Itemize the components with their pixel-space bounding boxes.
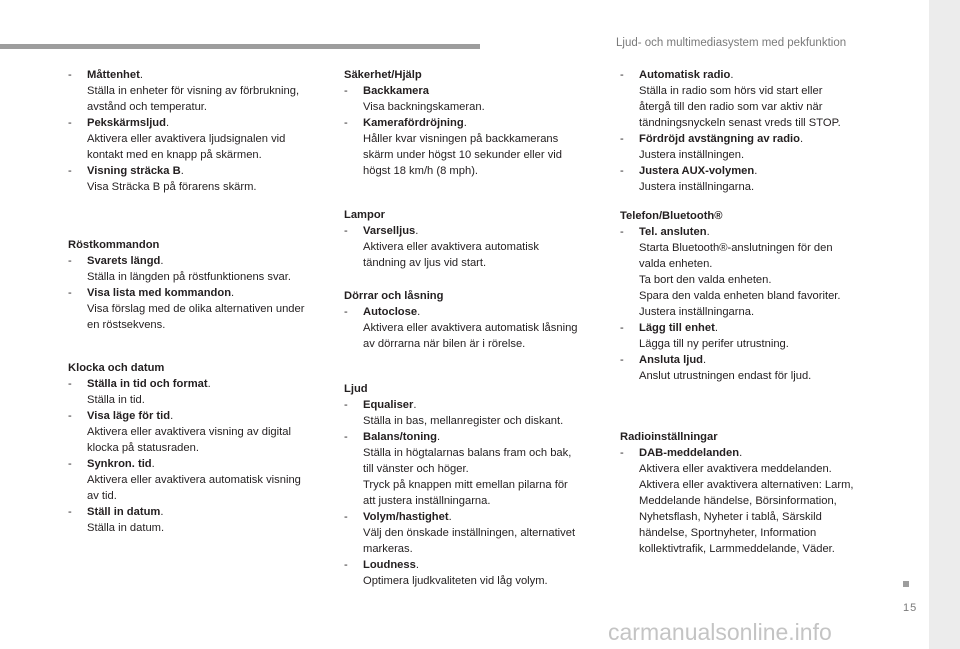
setting-description: Välj den önskade inställningen, alternativet markeras. bbox=[363, 527, 576, 555]
settings-section bbox=[68, 237, 338, 333]
setting-description: Aktivera eller avaktivera meddelanden. Aktivera eller avaktivera alternativen: Larm, Meddelande händelse, Börsinformation, Nyhetsflash, Nyheter i tablå, Särskild händelse, Sportnyheter, Information kollektivtrafik, Larmmeddelande, Väder. bbox=[639, 463, 854, 555]
setting-description: Ställa in enheter för visning av förbrukning, avstånd och temperatur. bbox=[87, 85, 300, 113]
setting-name: Svarets längd bbox=[87, 255, 161, 267]
list-bullet: - bbox=[344, 117, 348, 129]
settings-section bbox=[620, 208, 890, 384]
setting-description: Aktivera eller avaktivera visning av digital klocka på statusraden. bbox=[87, 426, 291, 454]
settings-section bbox=[620, 429, 890, 557]
page-number: 15 bbox=[903, 602, 918, 614]
setting-item: - Volym/hastighet. Välj den önskade inställningen, alternativet markeras. bbox=[344, 509, 614, 557]
list-bullet: - bbox=[68, 255, 72, 267]
list-bullet: - bbox=[620, 447, 624, 459]
setting-name: Visa läge för tid bbox=[87, 410, 171, 422]
settings-section bbox=[68, 360, 338, 536]
setting-item: - Varselljus. Aktivera eller avaktivera automatisk tändning av ljus vid start. bbox=[344, 223, 614, 271]
setting-description: Ställa in radio som hörs vid start eller återgå till den radio som var aktiv när tändningsnyckeln senast vreds till STOP. bbox=[639, 85, 841, 129]
section-title: Dörrar och låsning bbox=[344, 290, 444, 302]
setting-item: - Ställ in datum. Ställa in datum. bbox=[68, 504, 338, 536]
setting-item: - Visning sträcka B. Visa Sträcka B på förarens skärm. bbox=[68, 163, 338, 195]
setting-name: Equaliser bbox=[363, 399, 414, 411]
setting-description: Starta Bluetooth®-anslutningen för den valda enheten. Ta bort den valda enheten. Spara den valda enheten bland favoriter. Justera inställningarna. bbox=[639, 242, 841, 318]
list-bullet: - bbox=[68, 165, 72, 177]
setting-name: Volym/hastighet bbox=[363, 511, 449, 523]
setting-name: Lägg till enhet bbox=[639, 322, 715, 334]
setting-description: Lägga till ny perifer utrustning. bbox=[639, 338, 789, 350]
setting-name: Autoclose bbox=[363, 306, 418, 318]
setting-description: Justera inställningen. bbox=[639, 149, 745, 161]
setting-item: - Justera AUX-volymen. Justera inställningarna. bbox=[620, 163, 890, 195]
setting-name: Balans/toning bbox=[363, 431, 437, 443]
list-bullet: - bbox=[620, 322, 624, 334]
list-bullet: - bbox=[620, 226, 624, 238]
setting-item: - Loudness. Optimera ljudkvaliteten vid låg volym. bbox=[344, 557, 614, 589]
list-bullet: - bbox=[344, 559, 348, 571]
setting-item: - Visa lista med kommandon. Visa förslag med de olika alternativen under en röstsekvens. bbox=[68, 285, 338, 333]
setting-name: Justera AUX-volymen bbox=[639, 165, 755, 177]
setting-description: Anslut utrustningen endast för ljud. bbox=[639, 370, 812, 382]
setting-name: Ställ in datum bbox=[87, 506, 161, 518]
settings-section bbox=[344, 207, 614, 271]
list-bullet: - bbox=[344, 85, 348, 97]
list-bullet: - bbox=[620, 165, 624, 177]
setting-name: DAB-meddelanden bbox=[639, 447, 740, 459]
page-marker-square bbox=[903, 581, 909, 587]
setting-description: Ställa in tid. bbox=[87, 394, 145, 406]
setting-item bbox=[344, 83, 614, 115]
setting-name: Måttenhet bbox=[87, 69, 140, 81]
section-title: Lampor bbox=[344, 209, 386, 221]
list-bullet: - bbox=[68, 69, 72, 81]
list-bullet: - bbox=[68, 117, 72, 129]
list-bullet: - bbox=[344, 306, 348, 318]
setting-item: - Automatisk radio. Ställa in radio som hörs vid start eller återgå till den radio som var aktiv när tändningsnyckeln senast vreds till STOP. bbox=[620, 67, 890, 131]
settings-section bbox=[344, 67, 614, 179]
setting-item: - Equaliser. Ställa in bas, mellanregister och diskant. bbox=[344, 397, 614, 429]
setting-name: Synkron. tid bbox=[87, 458, 152, 470]
list-bullet: - bbox=[68, 506, 72, 518]
list-bullet: - bbox=[620, 69, 624, 81]
setting-description: Ställa in högtalarnas balans fram och bak, till vänster och höger. Tryck på knappen mitt emellan pilarna för att justera inställningarna. bbox=[363, 447, 572, 507]
list-bullet: - bbox=[344, 225, 348, 237]
setting-item: - Autoclose. Aktivera eller avaktivera automatisk låsning av dörrarna när bilen är i rörelse. bbox=[344, 304, 614, 352]
header-rule bbox=[0, 44, 480, 49]
setting-item: - Visa läge för tid. Aktivera eller avaktivera visning av digital klocka på statusraden. bbox=[68, 408, 338, 456]
setting-description: Visa Sträcka B på förarens skärm. bbox=[87, 181, 257, 193]
setting-description: Visa förslag med de olika alternativen under en röstsekvens. bbox=[87, 303, 305, 331]
section-title: Telefon/Bluetooth® bbox=[620, 210, 723, 222]
setting-name: Automatisk radio bbox=[639, 69, 731, 81]
setting-item: - Ansluta ljud. Anslut utrustningen endast för ljud. bbox=[620, 352, 890, 384]
setting-description: Aktivera eller avaktivera automatisk visning av tid. bbox=[87, 474, 301, 502]
setting-name: Kamerafördröjning bbox=[363, 117, 464, 129]
setting-item: - Ställa in tid och format. Ställa in tid. bbox=[68, 376, 338, 408]
section-title: Ljud bbox=[344, 383, 368, 395]
setting-description: Håller kvar visningen på backkamerans skärm under högst 10 sekunder eller vid högst 18 km/h (8 mph). bbox=[363, 133, 562, 177]
setting-item: - Synkron. tid. Aktivera eller avaktivera automatisk visning av tid. bbox=[68, 456, 338, 504]
setting-item: - Balans/toning. Ställa in högtalarnas balans fram och bak, till vänster och höger. Tryck på knappen mitt emellan pilarna för att justera inställningarna. bbox=[344, 429, 614, 509]
setting-description: Ställa in datum. bbox=[87, 522, 165, 534]
section-title: Säkerhet/Hjälp bbox=[344, 69, 422, 81]
list-bullet: - bbox=[68, 410, 72, 422]
settings-section bbox=[344, 381, 614, 589]
setting-name: Tel. ansluten bbox=[639, 226, 707, 238]
list-bullet: - bbox=[620, 354, 624, 366]
setting-description: Aktivera eller avaktivera automatisk tändning av ljus vid start. bbox=[363, 241, 539, 269]
setting-item: - Pekskärmsljud. Aktivera eller avaktivera ljudsignalen vid kontakt med en knapp på skärmen. bbox=[68, 115, 338, 163]
setting-name: Pekskärmsljud bbox=[87, 117, 166, 129]
setting-description: Optimera ljudkvaliteten vid låg volym. bbox=[363, 575, 548, 587]
setting-description: Aktivera eller avaktivera ljudsignalen vid kontakt med en knapp på skärmen. bbox=[87, 133, 286, 161]
settings-section bbox=[68, 67, 338, 195]
list-bullet: - bbox=[620, 133, 624, 145]
setting-description: Ställa in längden på röstfunktionens svar. bbox=[87, 271, 291, 283]
setting-name: Fördröjd avstängning av radio bbox=[639, 133, 800, 145]
settings-section bbox=[620, 67, 890, 195]
setting-description: Aktivera eller avaktivera automatisk låsning av dörrarna när bilen är i rörelse. bbox=[363, 322, 578, 350]
list-bullet: - bbox=[344, 399, 348, 411]
setting-description: Justera inställningarna. bbox=[639, 181, 755, 193]
list-bullet: - bbox=[344, 431, 348, 443]
setting-item: - Tel. ansluten. Starta Bluetooth®-anslutningen för den valda enheten. Ta bort den valda enheten. Spara den valda enheten bland favoriter. Justera inställningarna. bbox=[620, 224, 890, 320]
section-title: Radioinställningar bbox=[620, 431, 718, 443]
running-header: Ljud- och multimediasystem med pekfunktion bbox=[616, 37, 847, 49]
section-title: Klocka och datum bbox=[68, 362, 165, 374]
list-bullet: - bbox=[68, 287, 72, 299]
setting-item: - Svarets längd. Ställa in längden på röstfunktionens svar. bbox=[68, 253, 338, 285]
setting-description: Ställa in bas, mellanregister och diskant. bbox=[363, 415, 564, 427]
setting-name: Backkamera bbox=[363, 85, 429, 97]
setting-name: Visning sträcka B bbox=[87, 165, 181, 177]
setting-item: - DAB-meddelanden. Aktivera eller avaktivera meddelanden. Aktivera eller avaktivera alternativen: Larm, Meddelande händelse, Börsinformation, Nyhetsflash, Nyheter i tablå, Särskild händelse, Sportnyheter, Information kollektivtrafik, Larmmeddelande, Väder. bbox=[620, 445, 890, 557]
setting-name: Visa lista med kommandon bbox=[87, 287, 232, 299]
setting-name: Ställa in tid och format bbox=[87, 378, 208, 390]
section-title: Röstkommandon bbox=[68, 239, 160, 251]
setting-item: - Lägg till enhet. Lägga till ny perifer utrustning. bbox=[620, 320, 890, 352]
list-bullet: - bbox=[68, 378, 72, 390]
page-edge-tab bbox=[929, 0, 960, 649]
setting-name: Ansluta ljud bbox=[639, 354, 704, 366]
setting-item: - Fördröjd avstängning av radio. Justera inställningen. bbox=[620, 131, 890, 163]
settings-section bbox=[344, 288, 614, 352]
list-bullet: - bbox=[68, 458, 72, 470]
setting-name: Varselljus bbox=[363, 225, 416, 237]
setting-item: - Måttenhet. Ställa in enheter för visning av förbrukning, avstånd och temperatur. bbox=[68, 67, 338, 115]
setting-description: Visa backningskameran. bbox=[363, 101, 485, 113]
setting-name: Loudness bbox=[363, 559, 416, 571]
setting-item: - Kamerafördröjning. Håller kvar visningen på backkamerans skärm under högst 10 sekunder eller vid högst 18 km/h (8 mph). bbox=[344, 115, 614, 179]
watermark: carmanualsonline.info bbox=[608, 619, 832, 645]
list-bullet: - bbox=[344, 511, 348, 523]
